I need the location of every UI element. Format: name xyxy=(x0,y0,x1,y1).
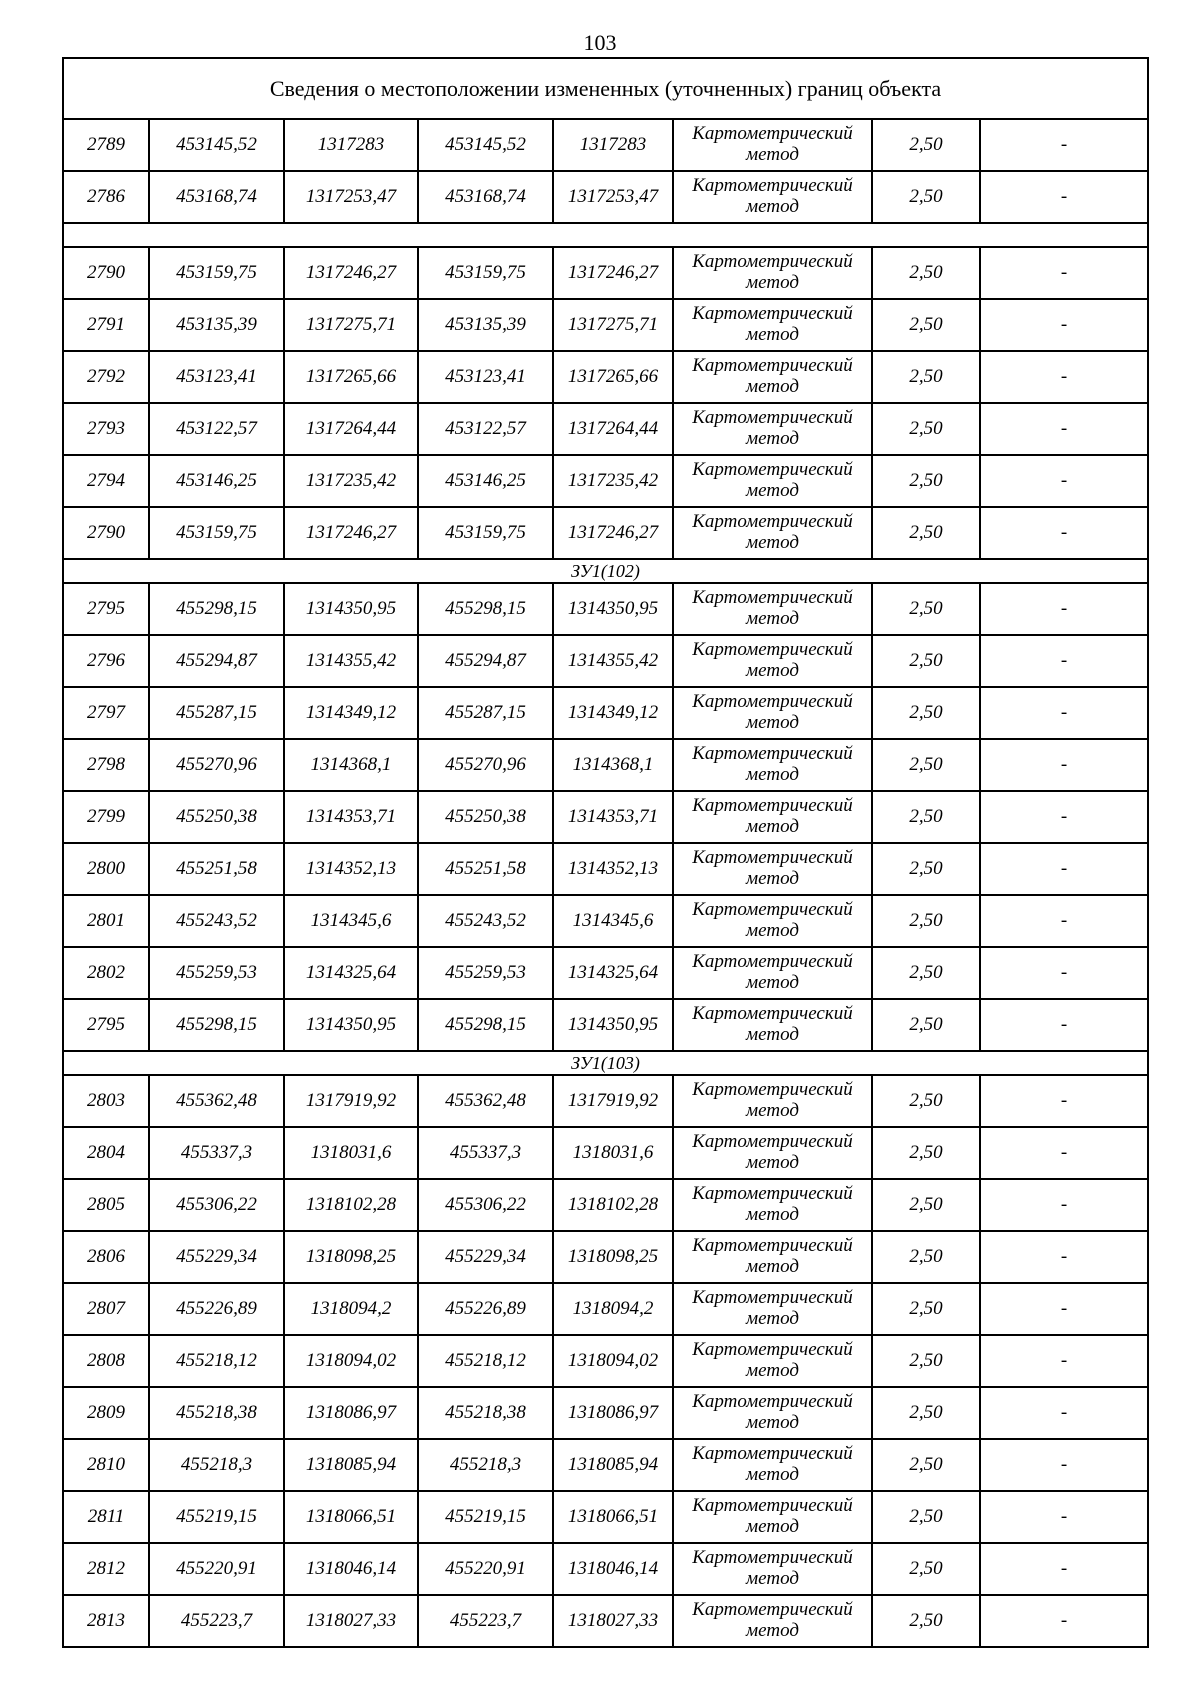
x-new-cell: 455218,12 xyxy=(418,1335,553,1387)
method-cell: Картометрический метод xyxy=(673,1387,872,1439)
table-title: Сведения о местоположении измененных (уточненных) границ объекта xyxy=(63,58,1148,119)
table-row xyxy=(63,843,1148,895)
point-number-cell: 2809 xyxy=(63,1387,149,1439)
accuracy-cell: 2,50 xyxy=(872,1127,980,1179)
accuracy-cell: 2,50 xyxy=(872,1179,980,1231)
point-number-cell: 2792 xyxy=(63,351,149,403)
note-cell: - xyxy=(980,687,1148,739)
point-number-cell: 2811 xyxy=(63,1491,149,1543)
x-existing-cell: 455362,48 xyxy=(149,1075,284,1127)
method-cell: Картометрический метод xyxy=(673,843,872,895)
section-header-row xyxy=(63,1051,1148,1075)
note-cell: - xyxy=(980,455,1148,507)
y-existing-cell: 1317275,71 xyxy=(284,299,418,351)
point-number-cell: 2805 xyxy=(63,1179,149,1231)
x-new-cell: 455337,3 xyxy=(418,1127,553,1179)
note-cell: - xyxy=(980,119,1148,171)
table-row xyxy=(63,1595,1148,1647)
point-number-cell: 2810 xyxy=(63,1439,149,1491)
y-existing-cell: 1318098,25 xyxy=(284,1231,418,1283)
x-new-cell: 453159,75 xyxy=(418,247,553,299)
method-cell: Картометрический метод xyxy=(673,739,872,791)
point-number-cell: 2807 xyxy=(63,1283,149,1335)
y-existing-cell: 1317265,66 xyxy=(284,351,418,403)
y-existing-cell: 1317246,27 xyxy=(284,247,418,299)
x-new-cell: 455270,96 xyxy=(418,739,553,791)
x-existing-cell: 453135,39 xyxy=(149,299,284,351)
y-new-cell: 1318098,25 xyxy=(553,1231,673,1283)
point-number-cell: 2813 xyxy=(63,1595,149,1647)
x-existing-cell: 455259,53 xyxy=(149,947,284,999)
table-row xyxy=(63,687,1148,739)
y-existing-cell: 1318102,28 xyxy=(284,1179,418,1231)
x-existing-cell: 453159,75 xyxy=(149,247,284,299)
table-row xyxy=(63,1491,1148,1543)
method-cell: Картометрический метод xyxy=(673,1335,872,1387)
y-new-cell: 1318066,51 xyxy=(553,1491,673,1543)
x-existing-cell: 453159,75 xyxy=(149,507,284,559)
x-new-cell: 455243,52 xyxy=(418,895,553,947)
y-new-cell: 1314325,64 xyxy=(553,947,673,999)
y-new-cell: 1318094,02 xyxy=(553,1335,673,1387)
accuracy-cell: 2,50 xyxy=(872,455,980,507)
accuracy-cell: 2,50 xyxy=(872,1491,980,1543)
accuracy-cell: 2,50 xyxy=(872,1543,980,1595)
method-cell: Картометрический метод xyxy=(673,1179,872,1231)
table-row xyxy=(63,1283,1148,1335)
point-number-cell: 2791 xyxy=(63,299,149,351)
table-row xyxy=(63,583,1148,635)
note-cell: - xyxy=(980,947,1148,999)
page-number: 103 xyxy=(583,30,617,55)
y-new-cell: 1318094,2 xyxy=(553,1283,673,1335)
note-cell: - xyxy=(980,507,1148,559)
x-existing-cell: 455220,91 xyxy=(149,1543,284,1595)
table-row xyxy=(63,739,1148,791)
table-row xyxy=(63,351,1148,403)
method-cell: Картометрический метод xyxy=(673,635,872,687)
table-row xyxy=(63,999,1148,1051)
y-new-cell: 1318027,33 xyxy=(553,1595,673,1647)
x-existing-cell: 455223,7 xyxy=(149,1595,284,1647)
table-row xyxy=(63,403,1148,455)
note-cell: - xyxy=(980,1283,1148,1335)
y-existing-cell: 1317246,27 xyxy=(284,507,418,559)
x-new-cell: 455298,15 xyxy=(418,583,553,635)
y-new-cell: 1314352,13 xyxy=(553,843,673,895)
x-new-cell: 453168,74 xyxy=(418,171,553,223)
note-cell: - xyxy=(980,1595,1148,1647)
note-cell: - xyxy=(980,1179,1148,1231)
x-existing-cell: 455337,3 xyxy=(149,1127,284,1179)
method-cell: Картометрический метод xyxy=(673,351,872,403)
y-existing-cell: 1314355,42 xyxy=(284,635,418,687)
x-existing-cell: 455219,15 xyxy=(149,1491,284,1543)
method-cell: Картометрический метод xyxy=(673,791,872,843)
note-cell: - xyxy=(980,1543,1148,1595)
accuracy-cell: 2,50 xyxy=(872,687,980,739)
x-new-cell: 453145,52 xyxy=(418,119,553,171)
note-cell: - xyxy=(980,583,1148,635)
x-new-cell: 453122,57 xyxy=(418,403,553,455)
accuracy-cell: 2,50 xyxy=(872,507,980,559)
y-existing-cell: 1314368,1 xyxy=(284,739,418,791)
table-row xyxy=(63,895,1148,947)
accuracy-cell: 2,50 xyxy=(872,583,980,635)
point-number-cell: 2793 xyxy=(63,403,149,455)
accuracy-cell: 2,50 xyxy=(872,1075,980,1127)
y-existing-cell: 1317253,47 xyxy=(284,171,418,223)
note-cell: - xyxy=(980,1491,1148,1543)
y-new-cell: 1314349,12 xyxy=(553,687,673,739)
x-new-cell: 455219,15 xyxy=(418,1491,553,1543)
y-new-cell: 1317264,44 xyxy=(553,403,673,455)
x-new-cell: 455226,89 xyxy=(418,1283,553,1335)
x-new-cell: 455218,3 xyxy=(418,1439,553,1491)
accuracy-cell: 2,50 xyxy=(872,1595,980,1647)
note-cell: - xyxy=(980,999,1148,1051)
table-row xyxy=(63,1075,1148,1127)
x-new-cell: 453159,75 xyxy=(418,507,553,559)
accuracy-cell: 2,50 xyxy=(872,247,980,299)
accuracy-cell: 2,50 xyxy=(872,1387,980,1439)
note-cell: - xyxy=(980,1439,1148,1491)
note-cell: - xyxy=(980,1231,1148,1283)
y-new-cell: 1314353,71 xyxy=(553,791,673,843)
x-new-cell: 455251,58 xyxy=(418,843,553,895)
method-cell: Картометрический метод xyxy=(673,299,872,351)
table-row xyxy=(63,791,1148,843)
method-cell: Картометрический метод xyxy=(673,247,872,299)
method-cell: Картометрический метод xyxy=(673,507,872,559)
table-title-row xyxy=(63,58,1148,119)
y-new-cell: 1317253,47 xyxy=(553,171,673,223)
note-cell: - xyxy=(980,247,1148,299)
y-new-cell: 1314355,42 xyxy=(553,635,673,687)
point-number-cell: 2802 xyxy=(63,947,149,999)
x-existing-cell: 455218,3 xyxy=(149,1439,284,1491)
y-existing-cell: 1318086,97 xyxy=(284,1387,418,1439)
y-new-cell: 1318102,28 xyxy=(553,1179,673,1231)
point-number-cell: 2795 xyxy=(63,999,149,1051)
method-cell: Картометрический метод xyxy=(673,1543,872,1595)
y-new-cell: 1317919,92 xyxy=(553,1075,673,1127)
x-existing-cell: 455243,52 xyxy=(149,895,284,947)
point-number-cell: 2812 xyxy=(63,1543,149,1595)
section-label: ЗУ1(103) xyxy=(63,1051,1148,1075)
accuracy-cell: 2,50 xyxy=(872,299,980,351)
method-cell: Картометрический метод xyxy=(673,1595,872,1647)
accuracy-cell: 2,50 xyxy=(872,843,980,895)
x-existing-cell: 455306,22 xyxy=(149,1179,284,1231)
x-new-cell: 455287,15 xyxy=(418,687,553,739)
note-cell: - xyxy=(980,791,1148,843)
y-new-cell: 1317246,27 xyxy=(553,507,673,559)
y-existing-cell: 1314350,95 xyxy=(284,583,418,635)
point-number-cell: 2790 xyxy=(63,247,149,299)
boundary-coordinates-table xyxy=(62,57,1149,1648)
x-new-cell: 455298,15 xyxy=(418,999,553,1051)
x-new-cell: 455218,38 xyxy=(418,1387,553,1439)
section-header-row xyxy=(63,559,1148,583)
accuracy-cell: 2,50 xyxy=(872,1231,980,1283)
y-existing-cell: 1317264,44 xyxy=(284,403,418,455)
accuracy-cell: 2,50 xyxy=(872,947,980,999)
point-number-cell: 2801 xyxy=(63,895,149,947)
y-existing-cell: 1317283 xyxy=(284,119,418,171)
method-cell: Картометрический метод xyxy=(673,583,872,635)
note-cell: - xyxy=(980,1335,1148,1387)
table-row xyxy=(63,455,1148,507)
x-new-cell: 455294,87 xyxy=(418,635,553,687)
point-number-cell: 2808 xyxy=(63,1335,149,1387)
y-existing-cell: 1318046,14 xyxy=(284,1543,418,1595)
accuracy-cell: 2,50 xyxy=(872,1335,980,1387)
x-existing-cell: 453122,57 xyxy=(149,403,284,455)
section-header-row xyxy=(63,223,1148,247)
note-cell: - xyxy=(980,171,1148,223)
method-cell: Картометрический метод xyxy=(673,1075,872,1127)
point-number-cell: 2790 xyxy=(63,507,149,559)
x-existing-cell: 455226,89 xyxy=(149,1283,284,1335)
table-row xyxy=(63,1179,1148,1231)
y-new-cell: 1317235,42 xyxy=(553,455,673,507)
x-existing-cell: 455270,96 xyxy=(149,739,284,791)
x-existing-cell: 455218,38 xyxy=(149,1387,284,1439)
y-new-cell: 1318031,6 xyxy=(553,1127,673,1179)
table-row xyxy=(63,507,1148,559)
x-new-cell: 455220,91 xyxy=(418,1543,553,1595)
y-new-cell: 1314350,95 xyxy=(553,583,673,635)
method-cell: Картометрический метод xyxy=(673,455,872,507)
x-new-cell: 453135,39 xyxy=(418,299,553,351)
point-number-cell: 2803 xyxy=(63,1075,149,1127)
point-number-cell: 2794 xyxy=(63,455,149,507)
x-new-cell: 455250,38 xyxy=(418,791,553,843)
accuracy-cell: 2,50 xyxy=(872,1439,980,1491)
method-cell: Картометрический метод xyxy=(673,1439,872,1491)
table-row xyxy=(63,1439,1148,1491)
table-row xyxy=(63,299,1148,351)
accuracy-cell: 2,50 xyxy=(872,739,980,791)
y-existing-cell: 1317919,92 xyxy=(284,1075,418,1127)
y-new-cell: 1318046,14 xyxy=(553,1543,673,1595)
method-cell: Картометрический метод xyxy=(673,1283,872,1335)
accuracy-cell: 2,50 xyxy=(872,635,980,687)
y-new-cell: 1314345,6 xyxy=(553,895,673,947)
method-cell: Картометрический метод xyxy=(673,1127,872,1179)
x-new-cell: 455259,53 xyxy=(418,947,553,999)
note-cell: - xyxy=(980,351,1148,403)
method-cell: Картометрический метод xyxy=(673,119,872,171)
x-existing-cell: 455294,87 xyxy=(149,635,284,687)
section-label xyxy=(63,223,1148,247)
y-existing-cell: 1314350,95 xyxy=(284,999,418,1051)
table-row xyxy=(63,635,1148,687)
accuracy-cell: 2,50 xyxy=(872,119,980,171)
y-new-cell: 1314350,95 xyxy=(553,999,673,1051)
section-label: ЗУ1(102) xyxy=(63,559,1148,583)
method-cell: Картометрический метод xyxy=(673,403,872,455)
point-number-cell: 2796 xyxy=(63,635,149,687)
y-new-cell: 1318085,94 xyxy=(553,1439,673,1491)
y-existing-cell: 1318027,33 xyxy=(284,1595,418,1647)
y-existing-cell: 1314325,64 xyxy=(284,947,418,999)
x-existing-cell: 455250,38 xyxy=(149,791,284,843)
accuracy-cell: 2,50 xyxy=(872,171,980,223)
x-existing-cell: 453168,74 xyxy=(149,171,284,223)
table-row xyxy=(63,947,1148,999)
y-existing-cell: 1318031,6 xyxy=(284,1127,418,1179)
note-cell: - xyxy=(980,403,1148,455)
table-row xyxy=(63,1231,1148,1283)
x-new-cell: 453146,25 xyxy=(418,455,553,507)
y-new-cell: 1317265,66 xyxy=(553,351,673,403)
table-row xyxy=(63,247,1148,299)
y-existing-cell: 1314352,13 xyxy=(284,843,418,895)
note-cell: - xyxy=(980,635,1148,687)
note-cell: - xyxy=(980,299,1148,351)
x-new-cell: 455306,22 xyxy=(418,1179,553,1231)
y-existing-cell: 1318094,02 xyxy=(284,1335,418,1387)
table-row xyxy=(63,1127,1148,1179)
x-existing-cell: 453146,25 xyxy=(149,455,284,507)
x-existing-cell: 455251,58 xyxy=(149,843,284,895)
method-cell: Картометрический метод xyxy=(673,171,872,223)
x-new-cell: 455362,48 xyxy=(418,1075,553,1127)
accuracy-cell: 2,50 xyxy=(872,791,980,843)
x-existing-cell: 455298,15 xyxy=(149,999,284,1051)
point-number-cell: 2800 xyxy=(63,843,149,895)
y-new-cell: 1314368,1 xyxy=(553,739,673,791)
table-row xyxy=(63,1387,1148,1439)
point-number-cell: 2798 xyxy=(63,739,149,791)
method-cell: Картометрический метод xyxy=(673,947,872,999)
point-number-cell: 2789 xyxy=(63,119,149,171)
accuracy-cell: 2,50 xyxy=(872,403,980,455)
table-row xyxy=(63,1543,1148,1595)
note-cell: - xyxy=(980,895,1148,947)
note-cell: - xyxy=(980,1127,1148,1179)
method-cell: Картометрический метод xyxy=(673,895,872,947)
point-number-cell: 2786 xyxy=(63,171,149,223)
method-cell: Картометрический метод xyxy=(673,687,872,739)
y-new-cell: 1317283 xyxy=(553,119,673,171)
accuracy-cell: 2,50 xyxy=(872,999,980,1051)
point-number-cell: 2795 xyxy=(63,583,149,635)
note-cell: - xyxy=(980,1075,1148,1127)
x-existing-cell: 455287,15 xyxy=(149,687,284,739)
note-cell: - xyxy=(980,739,1148,791)
y-existing-cell: 1318066,51 xyxy=(284,1491,418,1543)
y-existing-cell: 1318094,2 xyxy=(284,1283,418,1335)
accuracy-cell: 2,50 xyxy=(872,351,980,403)
y-existing-cell: 1314349,12 xyxy=(284,687,418,739)
x-existing-cell: 455298,15 xyxy=(149,583,284,635)
x-existing-cell: 453145,52 xyxy=(149,119,284,171)
point-number-cell: 2799 xyxy=(63,791,149,843)
x-existing-cell: 455218,12 xyxy=(149,1335,284,1387)
y-new-cell: 1317246,27 xyxy=(553,247,673,299)
method-cell: Картометрический метод xyxy=(673,999,872,1051)
note-cell: - xyxy=(980,1387,1148,1439)
note-cell: - xyxy=(980,843,1148,895)
y-existing-cell: 1314345,6 xyxy=(284,895,418,947)
x-new-cell: 453123,41 xyxy=(418,351,553,403)
table-row xyxy=(63,171,1148,223)
point-number-cell: 2804 xyxy=(63,1127,149,1179)
point-number-cell: 2797 xyxy=(63,687,149,739)
x-existing-cell: 455229,34 xyxy=(149,1231,284,1283)
method-cell: Картометрический метод xyxy=(673,1491,872,1543)
y-existing-cell: 1314353,71 xyxy=(284,791,418,843)
method-cell: Картометрический метод xyxy=(673,1231,872,1283)
accuracy-cell: 2,50 xyxy=(872,1283,980,1335)
y-existing-cell: 1317235,42 xyxy=(284,455,418,507)
x-existing-cell: 453123,41 xyxy=(149,351,284,403)
x-new-cell: 455229,34 xyxy=(418,1231,553,1283)
point-number-cell: 2806 xyxy=(63,1231,149,1283)
accuracy-cell: 2,50 xyxy=(872,895,980,947)
y-new-cell: 1318086,97 xyxy=(553,1387,673,1439)
table-row xyxy=(63,119,1148,171)
y-new-cell: 1317275,71 xyxy=(553,299,673,351)
x-new-cell: 455223,7 xyxy=(418,1595,553,1647)
y-existing-cell: 1318085,94 xyxy=(284,1439,418,1491)
table-row xyxy=(63,1335,1148,1387)
